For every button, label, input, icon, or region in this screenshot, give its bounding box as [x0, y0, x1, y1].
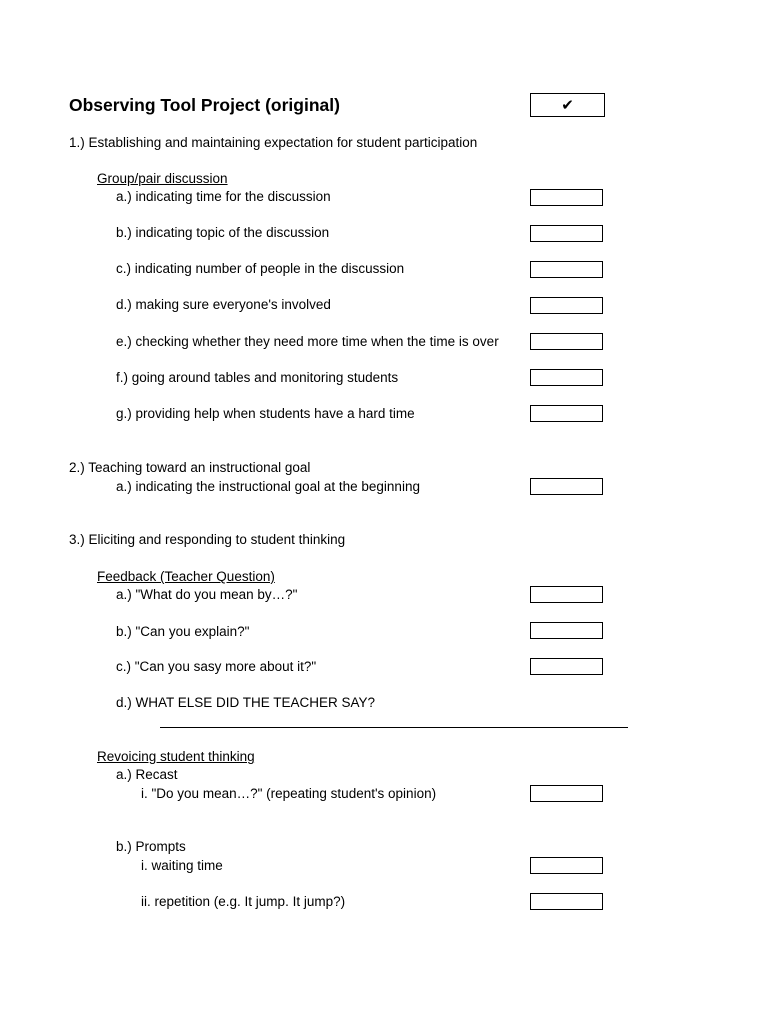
feedback-subheading: Feedback (Teacher Question): [97, 569, 275, 584]
s1-item-f-checkbox[interactable]: [530, 369, 603, 386]
feedback-item-a-checkbox[interactable]: [530, 586, 603, 603]
feedback-item-b-checkbox[interactable]: [530, 622, 603, 639]
revoicing-subheading: Revoicing student thinking: [97, 749, 255, 764]
feedback-item-a: a.) "What do you mean by…?": [116, 587, 298, 602]
recast-label: a.) Recast: [116, 767, 178, 782]
teacher-said-answer-line[interactable]: [160, 727, 628, 728]
prompts-item-i-checkbox[interactable]: [530, 857, 603, 874]
s1-item-d: d.) making sure everyone's involved: [116, 297, 331, 312]
section-3-heading: 3.) Eliciting and responding to student thinking: [69, 532, 346, 547]
feedback-item-c-checkbox[interactable]: [530, 658, 603, 675]
s1-item-b: b.) indicating topic of the discussion: [116, 225, 330, 240]
s1-item-e-checkbox[interactable]: [530, 333, 603, 350]
recast-item-i: i. "Do you mean…?" (repeating student's opinion): [141, 786, 437, 801]
page-title: Observing Tool Project (original): [69, 95, 340, 115]
title-checkbox[interactable]: ✔: [530, 93, 605, 117]
s1-item-a: a.) indicating time for the discussion: [116, 189, 331, 204]
s1-item-d-checkbox[interactable]: [530, 297, 603, 314]
prompts-label: b.) Prompts: [116, 839, 186, 854]
s2-item-a-checkbox[interactable]: [530, 478, 603, 495]
s1-item-g-checkbox[interactable]: [530, 405, 603, 422]
s1-item-f: f.) going around tables and monitoring students: [116, 370, 399, 385]
s1-item-b-checkbox[interactable]: [530, 225, 603, 242]
s1-item-e: e.) checking whether they need more time when the time is over: [116, 334, 499, 349]
s2-item-a: a.) indicating the instructional goal at the beginning: [116, 479, 420, 494]
feedback-item-c: c.) "Can you sasy more about it?": [116, 659, 317, 674]
s1-item-c: c.) indicating number of people in the discussion: [116, 261, 405, 276]
prompts-item-i: i. waiting time: [141, 858, 223, 873]
recast-item-i-checkbox[interactable]: [530, 785, 603, 802]
section-2-heading: 2.) Teaching toward an instructional goal: [69, 460, 311, 475]
s1-item-a-checkbox[interactable]: [530, 189, 603, 206]
feedback-item-d: d.) WHAT ELSE DID THE TEACHER SAY?: [116, 695, 376, 710]
prompts-item-ii: ii. repetition (e.g. It jump. It jump?): [141, 894, 346, 909]
section-1-heading: 1.) Establishing and maintaining expectation for student participation: [69, 135, 478, 150]
s1-item-g: g.) providing help when students have a hard time: [116, 406, 415, 421]
s1-item-c-checkbox[interactable]: [530, 261, 603, 278]
prompts-item-ii-checkbox[interactable]: [530, 893, 603, 910]
group-pair-discussion-subheading: Group/pair discussion: [97, 171, 228, 186]
feedback-item-b: b.) "Can you explain?": [116, 624, 250, 639]
